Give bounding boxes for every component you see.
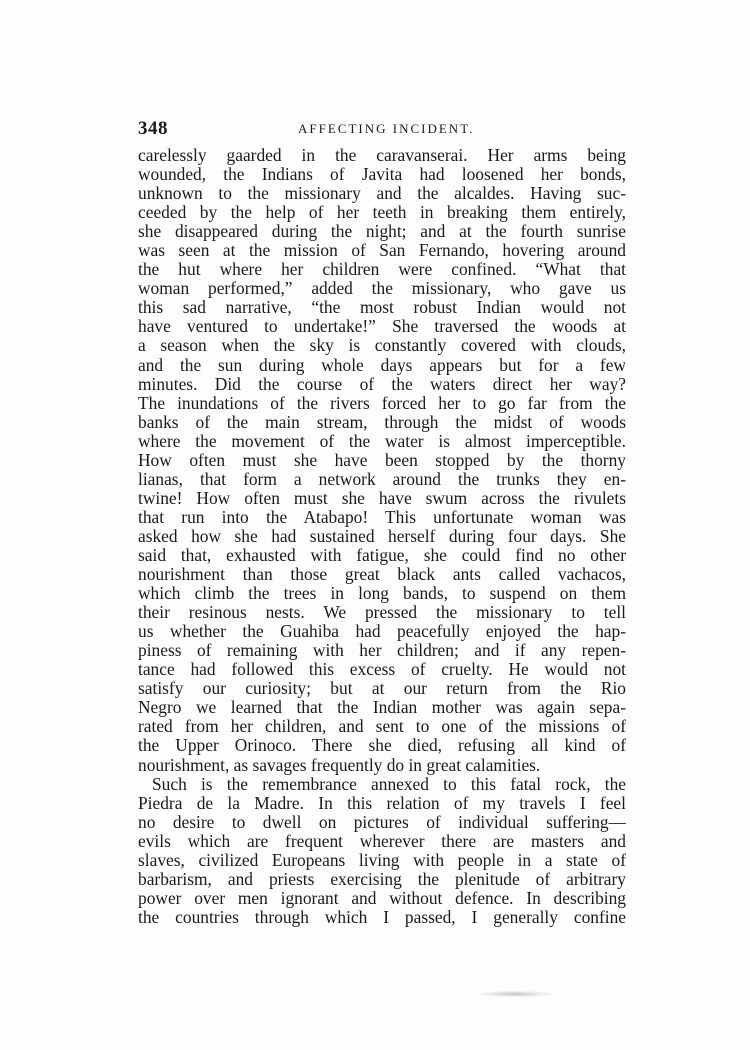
text-line: tance had followed this excess of cruelty. He would not [138,660,626,680]
text-line: barbarism, and priests exercising the plenitude of arbitrary [138,869,626,889]
text-line: no desire to dwell on pictures of individual suffering— [138,812,626,832]
text-line: piness of remaining with her children; and if any repen- [138,641,626,661]
text-line: have ventured to undertake!” She traversed the woods at [138,317,626,337]
text-line: unknown to the missionary and the alcaldes. Having suc- [138,184,626,204]
text-line: evils which are frequent wherever there are masters and [138,831,626,851]
text-line: their resinous nests. We pressed the missionary to tell [138,603,626,623]
text-line: a season when the sky is constantly covered with clouds, [138,336,626,356]
text-line: minutes. Did the course of the waters direct her way? [138,374,626,394]
text-line: Piedra de la Madre. In this relation of my travels I feel [138,793,626,813]
text-line: The inundations of the rivers forced her to go far from the [138,393,626,413]
text-line: said that, exhausted with fatigue, she could find no other [138,545,626,565]
text-line: How often must she have been stopped by the thorny [138,450,626,470]
text-line: carelessly gaarded in the caravanserai. Her arms being [138,146,626,165]
text-line: she disappeared during the night; and at the fourth sunrise [138,222,626,242]
text-line: us whether the Guahiba had peacefully enjoyed the hap- [138,622,626,642]
text-line: Negro we learned that the Indian mother was again sepa- [138,698,626,718]
body-text [138,146,626,927]
text-line: woman performed,” added the missionary, who gave us [138,279,626,299]
text-line: that run into the Atabapo! This unfortunate woman was [138,507,626,527]
running-head [138,118,626,144]
text-line: power over men ignorant and without defence. In describing [138,888,626,908]
text-line: satisfy our curiosity; but at our return from the Rio [138,679,626,699]
text-line: nourishment than those great black ants called vachacos, [138,565,626,585]
text-line: asked how she had sustained herself during four days. She [138,526,626,546]
paragraph-first-line: Such is the remembrance annexed to this fatal rock, the [152,774,626,794]
text-line: this sad narrative, “the most robust Indian would not [138,298,626,318]
running-title: AFFECTING INCIDENT. [298,121,475,136]
scan-smudge [478,991,552,997]
text-line: the Upper Orinoco. There she died, refusing all kind of [138,736,626,756]
text-line: rated from her children, and sent to one of the missions of [138,717,626,737]
text-line: lianas, that form a network around the trunks they en- [138,469,626,489]
text-line: where the movement of the water is almost imperceptible. [138,431,626,451]
text-line: was seen at the mission of San Fernando, hovering around [138,241,626,261]
text-line: banks of the main stream, through the midst of woods [138,412,626,432]
text-line: which climb the trees in long bands, to suspend on them [138,584,626,604]
text-line: ceeded by the help of her teeth in breaking them entirely, [138,203,626,223]
page-number: 348 [138,118,168,139]
text-line: the countries through which I passed, I generally confine [138,907,626,927]
text-line: the hut where her children were confined. “What that [138,260,626,280]
text-line: slaves, civilized Europeans living with people in a state of [138,850,626,870]
paragraph-last-line: nourishment, as savages frequently do in great calamities. [138,755,541,775]
text-line: and the sun during whole days appears but for a few [138,355,626,375]
text-line: twine! How often must she have swum across the rivulets [138,488,626,508]
text-line: wounded, the Indians of Javita had loosened her bonds, [138,165,626,185]
